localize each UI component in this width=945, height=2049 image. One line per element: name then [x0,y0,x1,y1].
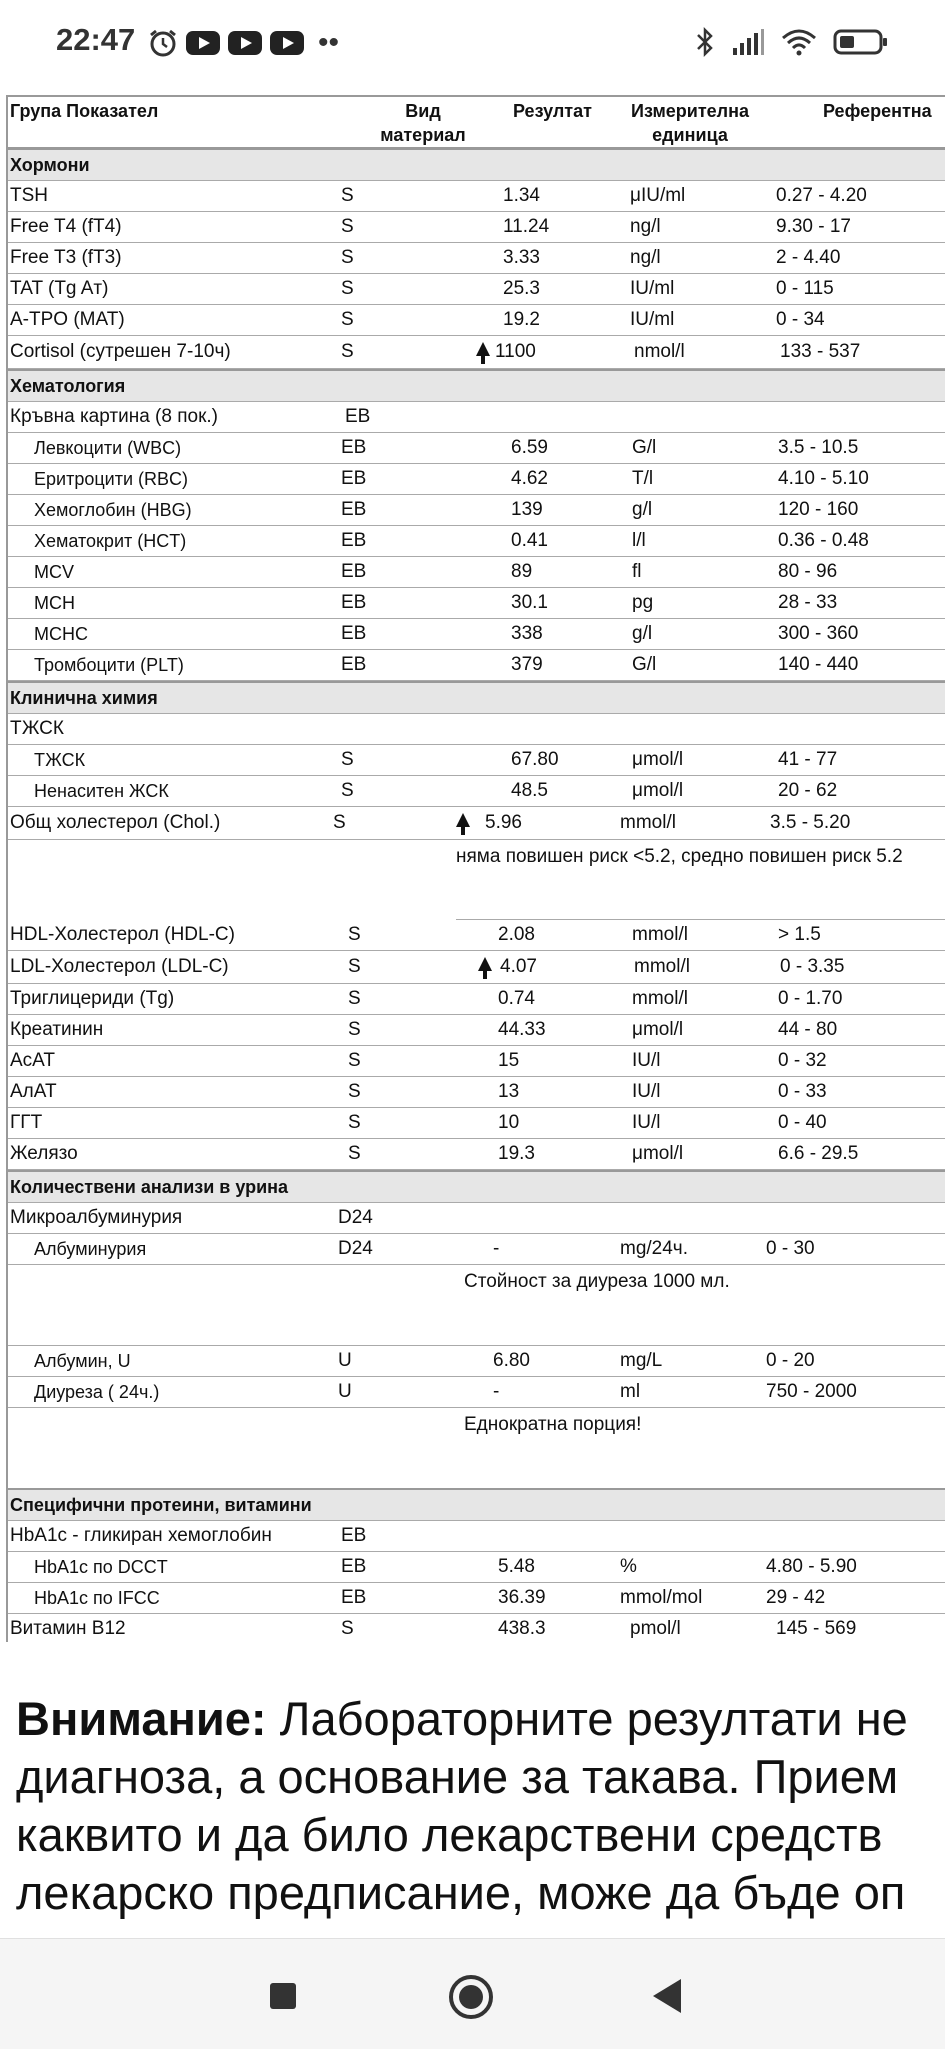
header-result: Резултат [513,101,592,121]
table-row: Хемоглобин (HBG) EB 139 g/l 120 - 160 [8,495,945,526]
header-material: Вид материал [380,101,466,145]
youtube-notification-icon [186,31,220,55]
table-row: ТЖСК [8,714,945,745]
table-row: Албуминурия D24 - mg/24ч. 0 - 30 [8,1234,945,1265]
table-row: MCH EB 30.1 pg 28 - 33 [8,588,945,619]
table-row: TAT (Tg Aт) S 25.3 IU/ml 0 - 115 [8,274,945,305]
section-clinical-chemistry: Клинична химия [8,681,945,714]
recent-apps-button[interactable] [262,1975,302,2015]
single-portion-note: Еднократна порция! [464,1414,642,1435]
table-row: MCV EB 89 fl 80 - 96 [8,557,945,588]
navigation-bar [0,1938,945,2049]
cholesterol-risk-note: няма повишен риск <5.2, средно повишен риск 5.2 [8,840,945,920]
table-row: АсАТ S 15 IU/l 0 - 32 [8,1046,945,1077]
lab-report-view[interactable] [6,95,945,1642]
table-row: Тромбоцити (PLT) EB 379 G/l 140 - 440 [8,650,945,681]
table-row: ТЖСК S 67.80 μmol/l 41 - 77 [8,745,945,776]
disclaimer-text [16,1690,945,1925]
table-row: Хематокрит (HCT) EB 0.41 l/l 0.36 - 0.48 [8,526,945,557]
disclaimer-label: Внимание: [16,1692,267,1745]
table-row: HDL-Холестерол (HDL-C) S 2.08 mmol/l > 1.5 [8,920,945,951]
disclaimer-line-1: Лабораторните резултати не [266,1692,908,1745]
header-unit: Измерителна единица [631,101,749,145]
table-row: TSH S 1.34 μIU/ml 0.27 - 4.20 [8,181,945,212]
header-group: Група Показател [10,101,159,121]
youtube-notification-icon [270,31,304,55]
wifi-icon [781,28,817,56]
disclaimer-line-4: лекарско предписание, може да бъде оп [16,1866,906,1919]
table-row: Кръвна картина (8 пок.) EB [8,402,945,433]
more-notifications-icon: •• [318,26,340,59]
section-urine-analysis: Количествени анализи в урина [8,1170,945,1203]
table-row: MCHC EB 338 g/l 300 - 360 [8,619,945,650]
table-row: LDL-Холестерол (LDL-C) S 4.07 mmol/l 0 - 3.35 [8,951,945,984]
notification-icons [148,28,339,58]
table-row: Free T3 (fT3) S 3.33 ng/l 2 - 4.40 [8,243,945,274]
table-row: Левкоцити (WBC) EB 6.59 G/l 3.5 - 10.5 [8,433,945,464]
back-button[interactable] [649,1975,689,2015]
section-hematology: Хематология [8,369,945,402]
header-reference: Референтна [823,101,932,121]
table-row: Триглицериди (Tg) S 0.74 mmol/l 0 - 1.70 [8,984,945,1015]
system-icons [695,26,889,58]
table-row: Cortisol (сутрешен 7-10ч) S 1100 nmol/l 133 - 537 [8,336,945,369]
bluetooth-icon [695,26,715,58]
table-row: Микроалбуминурия D24 [8,1203,945,1234]
table-row: HbA1c - гликиран хемоглобин EB [8,1521,945,1552]
table-row: Ненаситен ЖСК S 48.5 μmol/l 20 - 62 [8,776,945,807]
signal-icon [731,28,765,56]
table-row: Диуреза ( 24ч.) U - ml 750 - 2000 [8,1377,945,1408]
table-row: Креатинин S 44.33 μmol/l 44 - 80 [8,1015,945,1046]
table-row: HbA1c по IFCC EB 36.39 mmol/mol 29 - 42 [8,1583,945,1614]
table-row: Общ холестерол (Chol.) S 5.96 mmol/l 3.5 - 5.20 [8,807,945,840]
high-value-arrow-icon [478,957,492,971]
high-value-arrow-icon [456,813,470,827]
table-row: Витамин B12 S 438.3 pmol/l 145 - 569 [8,1614,945,1642]
table-row: Free T4 (fT4) S 11.24 ng/l 9.30 - 17 [8,212,945,243]
table-row: A-TPO (MAT) S 19.2 IU/ml 0 - 34 [8,305,945,336]
table-row: ГГТ S 10 IU/l 0 - 40 [8,1108,945,1139]
high-value-arrow-icon [476,342,490,356]
status-time: 22:47 [56,22,136,57]
table-row: АлАТ S 13 IU/l 0 - 33 [8,1077,945,1108]
table-row: Еритроцити (RBC) EB 4.62 T/l 4.10 - 5.10 [8,464,945,495]
table-header [8,97,945,148]
disclaimer-line-2: диагноза, а основание за такава. Прием [16,1750,899,1803]
table-row: HbA1c по DCCT EB 5.48 % 4.80 - 5.90 [8,1552,945,1583]
lab-results-table [6,95,945,1642]
diuresis-value-note: Стойност за диуреза 1000 мл. [8,1265,945,1346]
section-hormones: Хормони [8,148,945,181]
alarm-clock-icon [148,28,178,58]
table-row: Албумин, U U 6.80 mg/L 0 - 20 [8,1346,945,1377]
battery-icon [833,28,889,56]
table-row: Желязо S 19.3 μmol/l 6.6 - 29.5 [8,1139,945,1170]
youtube-notification-icon [228,31,262,55]
disclaimer-line-3: каквито и да било лекарствени средств [16,1808,883,1861]
home-button[interactable] [449,1975,489,2015]
status-bar [0,0,945,90]
section-proteins-vitamins: Специфични протеини, витамини [8,1488,945,1521]
